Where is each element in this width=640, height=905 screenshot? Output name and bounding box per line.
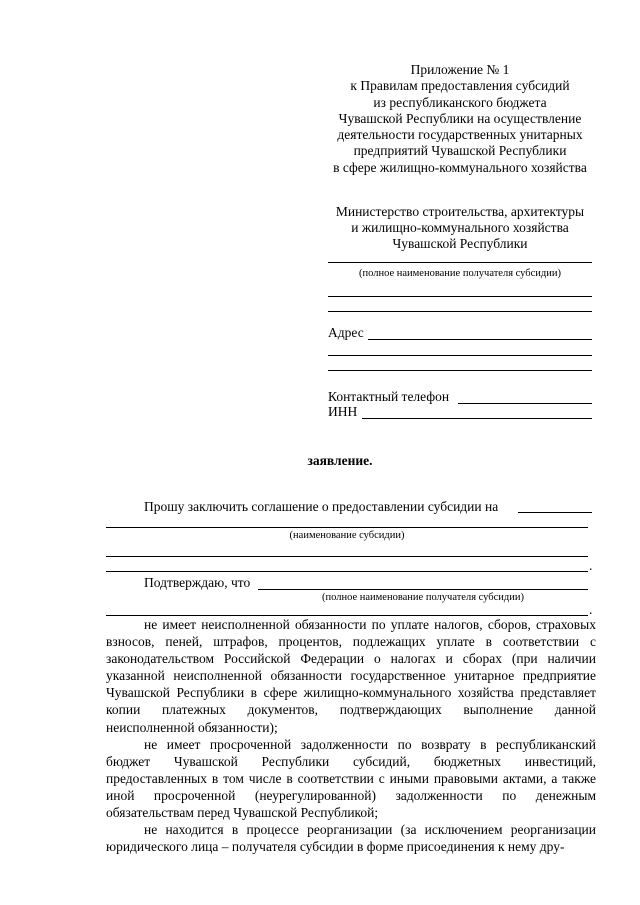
- appendix-line: Приложение № 1: [410, 62, 510, 77]
- address-label: Адрес: [328, 325, 364, 340]
- ministry-line: и жилищно-коммунального хозяйства: [351, 220, 569, 235]
- confirm-recipient-caption: (полное наименование получателя субсидии): [322, 592, 524, 603]
- request-text: Прошу заключить соглашение о предоставлении субсидии на: [144, 499, 499, 514]
- body-paragraph: не имеет просроченной задолженности по возврату в республиканский бюджет Чувашской Республики субсидий, бюджетных инвестиций, предоставленных в том числе в соответствии с иными правовыми актами, а также иной просроченной (неурегулированной) задолженности по денежным обязательствам перед Чувашской Республикой;: [106, 736, 596, 821]
- appendix-line: деятельности государственных унитарных: [337, 127, 583, 143]
- recipient-name-line[interactable]: [328, 262, 592, 263]
- phone-label: Контактный телефон: [328, 389, 450, 404]
- body-paragraph: не находится в процессе реорганизации (за исключением реорганизации юридического лица – получателя субсидии в форме присоединения к нему дру-: [106, 822, 596, 855]
- confirm-label: Подтверждаю, что: [144, 575, 251, 590]
- appendix-line: из республиканского бюджета: [373, 94, 547, 110]
- period-mark: .: [589, 602, 593, 617]
- appendix-line: в сфере жилищно-коммунального хозяйства: [333, 159, 587, 175]
- subsidy-name-caption: (наименование субсидии): [289, 530, 405, 541]
- recipient-name-caption: (полное наименование получателя субсидии): [359, 268, 561, 279]
- subsidy-name-line[interactable]: [106, 571, 588, 572]
- appendix-header: [300, 62, 620, 176]
- addressee-block: [328, 204, 592, 252]
- ministry-line: Чувашской Республики: [392, 236, 528, 251]
- subsidy-name-line[interactable]: [106, 556, 588, 557]
- recipient-name-line[interactable]: [328, 296, 592, 297]
- appendix-line: предприятий Чувашской Республики: [353, 143, 567, 159]
- address-line[interactable]: [328, 355, 592, 356]
- inn-line[interactable]: [362, 418, 592, 419]
- ministry-line: Министерство строительства, архитектуры: [335, 204, 585, 219]
- document-title: заявление.: [307, 453, 373, 468]
- address-line[interactable]: [328, 370, 592, 371]
- recipient-name-line[interactable]: [328, 311, 592, 312]
- address-line[interactable]: [368, 339, 592, 340]
- body-paragraph: не имеет неисполненной обязанности по уплате налогов, сборов, страховых взносов, пеней, штрафов, процентов, подлежащих уплате в соответствии с законодательством Российской Федерации о налогах и сборах (при наличии указанной неисполненной обязанности государственное унитарное предприятие Чувашской Республики в сфере жилищно-коммунального хозяйства представляет копии платежных документов, подтверждающих выполнение данной неисполненной обязанности);: [106, 617, 596, 735]
- confirm-recipient-line[interactable]: [258, 589, 588, 590]
- subsidy-name-line[interactable]: [518, 512, 592, 513]
- period-mark: .: [589, 558, 593, 573]
- body-text: [106, 616, 596, 855]
- phone-line[interactable]: [458, 403, 592, 404]
- appendix-line: Чувашской Республики на осуществление: [338, 110, 582, 126]
- appendix-line: к Правилам предоставления субсидий: [350, 78, 570, 94]
- inn-label: ИНН: [328, 404, 358, 419]
- subsidy-name-line[interactable]: [106, 527, 588, 528]
